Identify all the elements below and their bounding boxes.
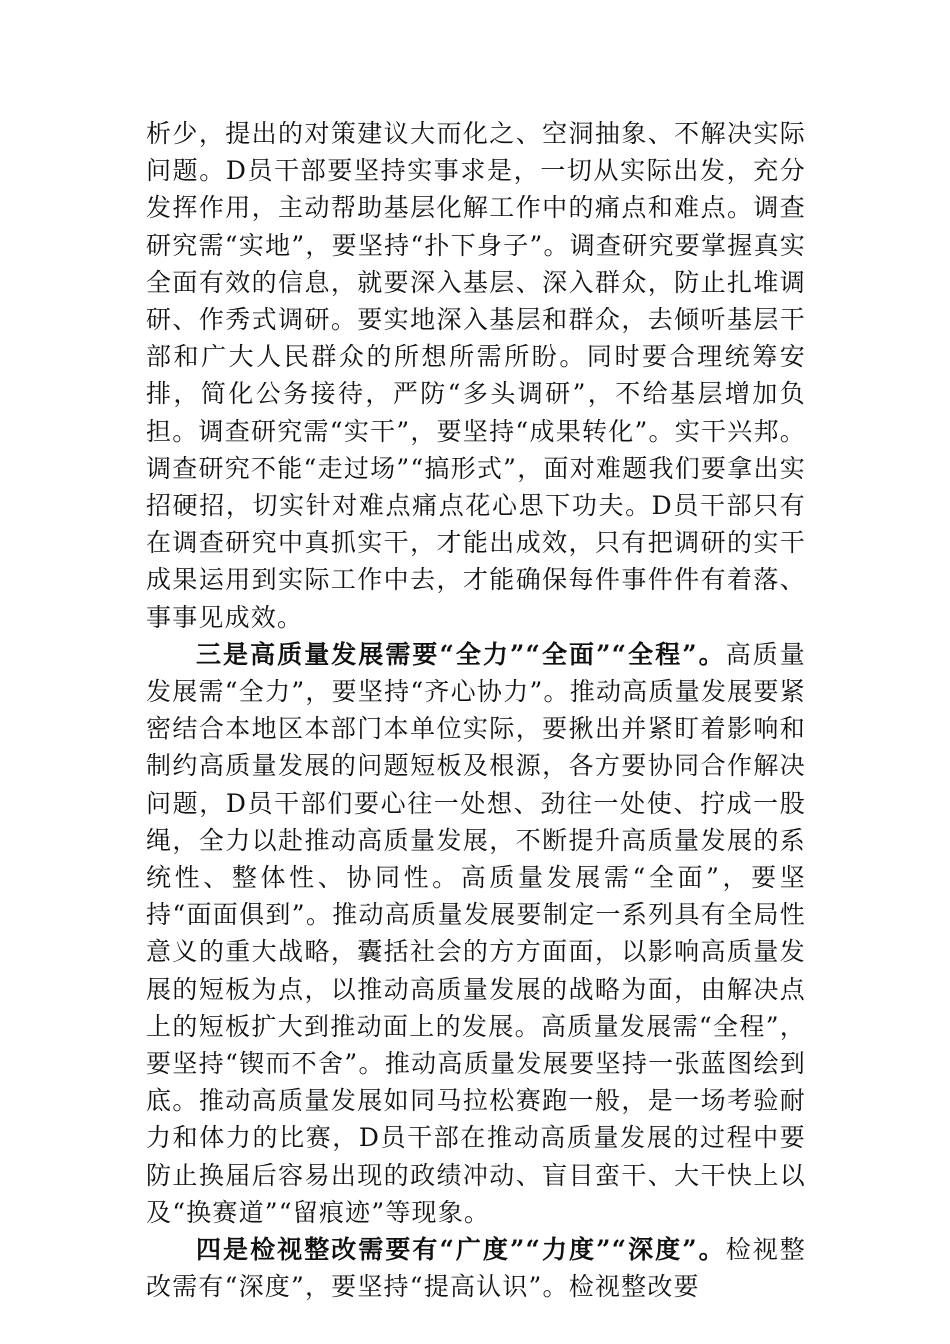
- paragraph-text: 高质量发展需“全力”，要坚持“齐心协力”。推动高质量发展要紧密结合本地区本部门本单位实际，要揪出并紧盯着影响和制约高质量发展的问题短板及根源，各方要协同合作解决问题，D员干部们要心往一处想、劲往一处使、拧成一股绳，全力以赴推动高质量发展，不断提升高质量发展的系统性、整体性、协同性。高质量发展需“全面”，要坚持“面面俱到”。推动高质量发展要制定一系列具有全局性意义的重大战略，囊括社会的方方面面，以影响高质量发展的短板为点，以推动高质量发展的战略为面，由解决点上的短板扩大到推动面上的发展。高质量发展需“全程”，要坚持“锲而不舍”。推动高质量发展要坚持一张蓝图绘到底。推动高质量发展如同马拉松赛跑一般，是一场考验耐力和体力的比赛，D员干部在推动高质量发展的过程中要防止换届后容易出现的政绩冲动、盲目蛮干、大干快上以及“换赛道”“留痕迹”等现象。: [146, 639, 806, 1227]
- document-body: [146, 115, 806, 1306]
- paragraph-lead-heading: 四是检视整改需要有“广度”“力度”“深度”。: [196, 1235, 726, 1265]
- paragraph-text: 检视整改需有“深度”，要坚持“提高认识”。检视整改要: [146, 1235, 806, 1302]
- paragraph-text: 析少，提出的对策建议大而化之、空洞抽象、不解决实际问题。D员干部要坚持实事求是，一切从实际出发，充分发挥作用，主动帮助基层化解工作中的痛点和难点。调查研究需“实地”，要坚持“扑下身子”。调查研究要掌握真实全面有效的信息，就要深入基层、深入群众，防止扎堆调研、作秀式调研。要实地深入基层和群众，去倾听基层干部和广大人民群众的所想所需所盼。同时要合理统筹安排，简化公务接待，严防“多头调研”，不给基层增加负担。调查研究需“实干”，要坚持“成果转化”。实干兴邦。调查研究不能“走过场”“搞形式”，面对难题我们要拿出实招硬招，切实针对难点痛点花心思下功夫。D员干部只有在调查研究中真抓实干，才能出成效，只有把调研的实干成果运用到实际工作中去，才能确保每件事件件有着落、事事见成效。: [146, 119, 806, 632]
- paragraph-high-quality-development: [146, 636, 806, 1231]
- paragraph-lead-heading: 三是高质量发展需要“全力”“全面”“全程”。: [196, 639, 726, 669]
- paragraph-inspection-rectification: [146, 1231, 806, 1305]
- paragraph-continuation: [146, 115, 806, 636]
